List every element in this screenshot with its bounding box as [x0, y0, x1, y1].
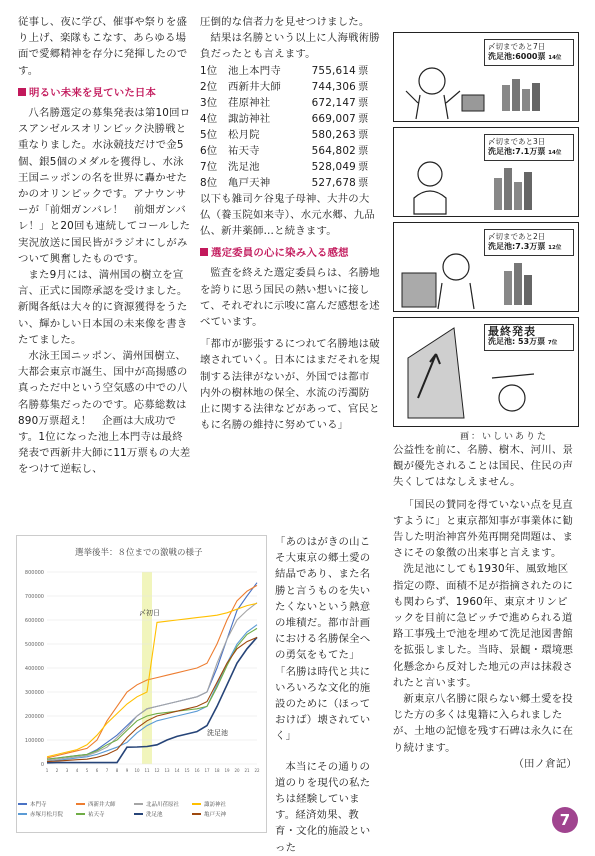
vote-count: 755,614 — [311, 64, 356, 77]
x-tick-label: 20 — [234, 768, 240, 773]
comic-panel-2 — [393, 127, 579, 217]
vote-unit: 票 — [358, 96, 369, 109]
y-tick-label: 200000 — [24, 714, 44, 720]
vote-count: 672,147 — [311, 96, 356, 109]
paragraph: 水泳王国ニッポン、満州国樹立、大都会東京市誕生、国中が高揚感の真っただ中という空気感の中での八名勝募集だったのです。応募総数は890万票超え！ 企画は大成功です。1位になった池上本門寺は最終発表で西新井大師に11万票もの大差をつけて逆転し、 — [18, 350, 191, 476]
legend-item — [76, 800, 134, 808]
paragraph: 圧倒的な信者力を見せつけました。 — [200, 16, 370, 28]
legend-label: 洗足池 — [146, 812, 163, 818]
y-tick-label: 0 — [40, 762, 44, 768]
legend-item — [76, 810, 134, 818]
section-heading: 明るい未来を見ていた日本 — [18, 85, 192, 101]
vote-count: 744,306 — [311, 80, 356, 93]
x-tick-label: 10 — [134, 768, 140, 773]
vote-card: 〆切まであと2日 洗足池:7.3万票 12位 — [484, 229, 574, 256]
place-name: 松月院 — [228, 128, 260, 141]
paragraph: 従事し、夜に学び、催事や祭りを盛り上げ、楽隊もこなす、あらゆる場面で愛郷精神を存分に発揮したのです。 — [18, 16, 188, 77]
x-tick-label: 14 — [174, 768, 180, 773]
place-name: 池上本門寺 — [228, 64, 281, 77]
vote-count: 527,678 — [311, 176, 356, 189]
legend-swatch — [18, 803, 27, 805]
x-tick-label: 11 — [144, 768, 150, 773]
paragraph: 監査を終えた選定委員らは、名勝地を誇りに思う国民の熱い想いに接して、それぞれに示唆に富んだ感想を述べています。 — [200, 267, 380, 329]
legend-swatch — [192, 813, 201, 815]
x-tick-label: 16 — [194, 768, 200, 773]
x-tick-label: 6 — [95, 768, 99, 773]
column-3 — [393, 442, 577, 772]
comic-panel-4 — [393, 317, 579, 427]
vote-count: 669,007 — [311, 112, 356, 125]
rank-label: 7位 — [200, 160, 218, 173]
x-tick-label: 7 — [105, 768, 109, 773]
paragraph: また9月には、満州国の樹立を宣言、正式に国際承認を受けました。新聞各紙は大々的に資源獲得をうたい、輝かしい日本国の未来像を書きたてました。 — [18, 269, 188, 346]
place-name: 荏原神社 — [228, 96, 271, 109]
vote-count: 528,049 — [311, 160, 356, 173]
ranking-row — [200, 95, 380, 111]
legend-label: 北品川荏原社 — [146, 802, 180, 808]
x-tick-label: 9 — [125, 768, 129, 773]
ranking-row — [200, 175, 380, 191]
legend-swatch — [192, 803, 201, 805]
vote-trend-chart — [16, 535, 267, 833]
x-tick-label: 3 — [65, 768, 69, 773]
x-tick-label: 2 — [55, 768, 59, 773]
legend-item — [192, 800, 250, 808]
rank-label: 2位 — [200, 80, 218, 93]
illustration-credit: 画：いしいありた — [460, 432, 549, 442]
column-1 — [18, 14, 192, 478]
heading-marker-icon — [200, 248, 208, 256]
y-tick-label: 800000 — [24, 570, 44, 576]
legend-swatch — [18, 813, 27, 815]
quote: 「名勝は時代と共にいろいろな文化的施設のために（ほっておけば）壊されていく」 — [275, 665, 371, 743]
vote-card: 〆切まであと3日 洗足池:7.1万票 14位 — [484, 134, 574, 161]
vote-unit: 票 — [358, 112, 369, 125]
legend-label: 祐天寺 — [88, 812, 105, 818]
x-tick-label: 5 — [85, 768, 89, 773]
legend-label: 諏訪神社 — [204, 802, 227, 808]
x-tick-label: 1 — [45, 768, 49, 773]
heading-marker-icon — [18, 88, 26, 96]
y-tick-label: 600000 — [24, 618, 44, 624]
column-2 — [200, 14, 380, 433]
paragraph: 公益性を前に、名勝、樹木、河川、景観が優先されることは国民、住民の声失くしてはなしえません。 — [393, 444, 574, 489]
paragraph: 結果は名勝という以上に人海戦術勝負だったとも言えます。 — [200, 32, 380, 61]
senzokuike-annotation: 洗足池 — [207, 729, 228, 738]
chart-title: 選挙後半：８位までの激戦の様子 — [75, 548, 203, 558]
comic-panel-1 — [393, 32, 579, 122]
x-tick-label: 13 — [164, 768, 170, 773]
x-tick-label: 4 — [75, 768, 79, 773]
ranking-row — [200, 111, 380, 127]
vote-unit: 票 — [358, 160, 369, 173]
legend-label: 亀戸天神 — [204, 812, 227, 818]
x-tick-label: 8 — [115, 768, 119, 773]
column-2-lower — [275, 534, 379, 856]
place-name: 亀戸天神 — [228, 176, 271, 189]
paragraph: 新東京八名勝に限らない郷土愛を投じた方の多くは鬼籍に入られましたが、土地の記憶を残す石碑は永久に在り続けます。 — [393, 693, 574, 754]
x-tick-label: 21 — [244, 768, 250, 773]
vote-unit: 票 — [358, 80, 369, 93]
legend-label: 西新井大師 — [88, 802, 116, 808]
y-tick-label: 500000 — [24, 642, 44, 648]
chart-legend — [18, 800, 258, 820]
vote-card: 〆切まであと7日 洗足池:6000票 14位 — [484, 39, 574, 66]
rank-label: 6位 — [200, 144, 218, 157]
legend-item — [18, 810, 76, 818]
vote-unit: 票 — [358, 64, 369, 77]
y-tick-label: 700000 — [24, 594, 44, 600]
vote-card: 最終発表 洗足池: 53万票 7位 — [484, 324, 574, 351]
paragraph: 八名勝選定の募集発表は第10回ロスアンゼルスオリンピック決勝戦と重なりました。水泳競技だけで金5個、銀5個のメダルを獲得し、水泳王国ニッポンの名を世界に轟かせたかのオリンピックです。アナウンサーが「前畑ガンバレ！ 前畑ガンバレ！」と20回も連続してコールした実況放送に国民皆がラジオにしがみついて興奮したものです。 — [18, 107, 191, 265]
author-signature: （田ノ倉記） — [513, 757, 577, 770]
place-name: 洗足池 — [228, 160, 260, 173]
vote-unit: 票 — [358, 128, 369, 141]
chart-plot — [17, 536, 266, 798]
page-number: 7 — [552, 807, 578, 833]
legend-item — [18, 800, 76, 808]
place-name: 祐天寺 — [228, 144, 260, 157]
section-heading: 選定委員の心に染み入る感想 — [200, 245, 380, 261]
x-tick-label: 17 — [204, 768, 210, 773]
vote-unit: 票 — [358, 144, 369, 157]
x-tick-label: 22 — [254, 768, 260, 773]
paragraph: 以下も雑司ケ谷鬼子母神、大井の大仏（養玉院如来寺）、水元水郷、九品仏、新井薬師…と続きます。 — [200, 192, 375, 238]
ranking-row — [200, 127, 380, 143]
paragraph: 本当にその通りの道のりを現代の私たちは経験しています。経済効果、教育・文化的施設といった — [275, 760, 371, 854]
vote-unit: 票 — [358, 176, 369, 189]
rank-label: 3位 — [200, 96, 218, 109]
legend-label: 本門寺 — [30, 802, 47, 808]
place-name: 諏訪神社 — [228, 112, 271, 125]
paragraph: 「国民の賛同を得ていない点を見直すように」と東京都知事が事業体に勧告した明治神宮外苑再開発問題は、まさにその象徴の出来事と言えます。 — [393, 498, 574, 560]
ranking-row — [200, 159, 380, 175]
place-name: 西新井大師 — [228, 80, 281, 93]
comic-panel-3 — [393, 222, 579, 312]
rank-label: 1位 — [200, 64, 218, 77]
x-tick-label: 19 — [224, 768, 230, 773]
legend-label: 赤塚月松月院 — [30, 812, 64, 818]
quote: 「都市が膨張するにつれて名勝地は破壊されていく。日本にはまだそれを規制する法律がないが、外国では都市内外の樹林地の保全、水流の汚濁防止に関する法律などがあって、官民ともに名勝の維持に努めている」 — [200, 338, 380, 432]
legend-swatch — [134, 803, 143, 805]
ranking-row — [200, 63, 380, 79]
ranking-row — [200, 79, 380, 95]
y-tick-label: 300000 — [24, 690, 44, 696]
rank-label: 5位 — [200, 128, 218, 141]
first-day-annotation: 〆初日 — [139, 609, 160, 618]
legend-swatch — [76, 803, 85, 805]
legend-item — [134, 810, 192, 818]
paragraph: 洗足池にしても1930年、風致地区指定の際、面積不足が指摘されたのにも関わらず、1960年、東京オリンピックを目前に急ピッチで進められる道路工事残土で池を埋めて洗足池図書館を拡張しました。当時、景観・環境悪化懸念から反対した地元の声は抹殺されたと言います。 — [393, 563, 574, 689]
rank-label: 8位 — [200, 176, 218, 189]
legend-swatch — [76, 813, 85, 815]
legend-item — [192, 810, 250, 818]
vote-count: 564,802 — [311, 144, 356, 157]
y-tick-label: 100000 — [24, 738, 44, 744]
quote: 「あのはがきの山こそ大東京の郷土愛の結晶であり、また名勝と言うものを失いたくないという熱意の堆積だ。都市計画における名勝保全への勇気をもてた」 — [275, 536, 371, 662]
ranking-row — [200, 143, 380, 159]
x-tick-label: 12 — [154, 768, 160, 773]
rank-label: 4位 — [200, 112, 218, 125]
y-tick-label: 400000 — [24, 666, 44, 672]
legend-item — [134, 800, 192, 808]
legend-swatch — [134, 813, 143, 815]
x-tick-label: 18 — [214, 768, 220, 773]
x-tick-label: 15 — [184, 768, 190, 773]
ranking-list — [200, 63, 380, 191]
vote-count: 580,263 — [311, 128, 356, 141]
